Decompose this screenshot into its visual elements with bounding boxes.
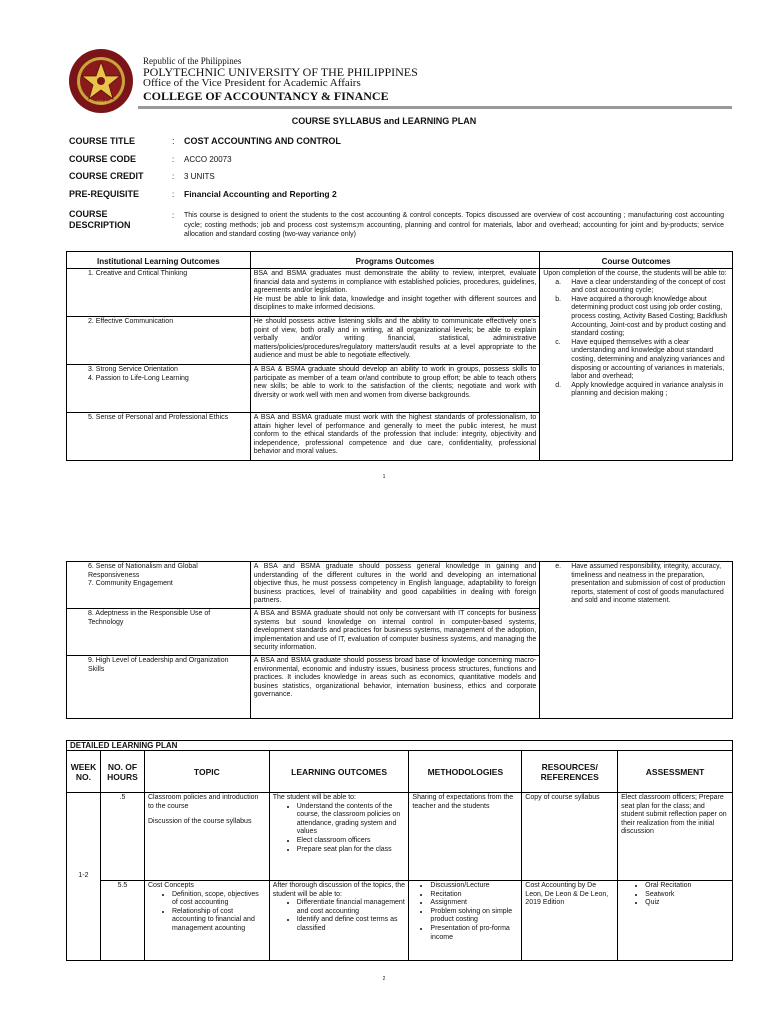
page-number-2: 2	[382, 976, 386, 982]
methodologies-cell	[409, 881, 522, 961]
detailed-learning-plan-table	[66, 740, 733, 961]
ilo-num: 9.	[88, 657, 94, 664]
ilo-num: 8.	[88, 610, 94, 617]
ilo-text: Adeptness in the Responsible Use of Technology	[88, 610, 211, 626]
course-title-label: COURSE TITLE	[69, 136, 136, 146]
ilo-num: 4.	[88, 374, 94, 382]
course-outcome-item	[555, 279, 729, 296]
topic-cell	[144, 881, 269, 961]
prerequisite-sep: :	[172, 190, 175, 199]
header-hours: NO. OF HOURS	[100, 751, 144, 793]
topic-item: • Definition, scope, objectives of cost accounting	[172, 891, 266, 908]
header-learning-outcomes: LEARNING OUTCOMES	[269, 751, 409, 793]
course-description-label	[69, 209, 131, 231]
course-description-label-line-1: COURSE	[69, 209, 108, 219]
assessment-cell: Elect classroom officers; Prepare seat plan for the class; and student submit reflection paper on their realization from the initial discussion	[618, 793, 733, 881]
header-week: WEEK NO.	[67, 751, 101, 793]
ilo-text: Effective Communication	[95, 318, 174, 325]
hours-cell: 5.5	[100, 881, 144, 961]
course-description-sep: :	[172, 211, 175, 220]
outcomes-table-page-2	[66, 561, 733, 719]
ilo-cell	[67, 365, 251, 413]
topic-line: Classroom policies and introduction to the course	[147, 794, 259, 810]
ilo-cell	[67, 269, 251, 317]
outcome-text: Have acquired a thorough knowledge about determining product cost using job order costing, process costing, Activity Based Costing; Backflush Accounting, Joint-cost and by product costing and standard costing;	[571, 295, 728, 338]
course-code-value: ACCO 20073	[184, 155, 232, 164]
outcome-letter: a.	[555, 278, 562, 286]
course-outcome-item	[555, 382, 729, 399]
ilo-text: Sense of Personal and Professional Ethics	[95, 414, 229, 421]
course-code-sep: :	[172, 155, 175, 164]
lo-item: • Prepare seat plan for the class	[297, 846, 406, 855]
header-institutional-outcomes: Institutional Learning Outcomes	[67, 252, 251, 269]
lo-intro: After thorough discussion of the topics, the student will be able to:	[272, 882, 406, 898]
assessment-item: • Quiz	[645, 899, 729, 908]
assessment-cell	[618, 881, 733, 961]
course-credit-sep: :	[172, 172, 175, 181]
course-description-text: This course is designed to orient the students to the cost accounting & control concepts. Topics discussed are overview of cost accounting ; manufacturing cost accounting cycle; costing methods; job and process cost systems;m accounting, planning and control for materials, labor and overhead; accounting for joint and by-products; service allocation and standard costing (two-way variance only)	[184, 212, 724, 238]
ilo-item	[88, 610, 247, 627]
ilo-num: 7.	[88, 580, 94, 588]
assessment-item: • Seatwork	[645, 891, 729, 900]
program-outcome-cell: A BSA and BSMA graduate should not only be conversant with IT concepts for business systems but sound knowledge on internal control in computer-based systems, development standards and practices for business systems, management of the adoption, implementation and use of IT, evaluation of computer business systems, and managing the security information.	[250, 609, 539, 656]
header-methodologies: METHODOLOGIES	[409, 751, 522, 793]
week-number: 1-2	[78, 872, 89, 880]
ilo-text: Strong Service Orientation	[95, 366, 178, 373]
outcome-letter: c.	[555, 338, 561, 346]
resources-cell: Cost Accounting by De Leon, De Leon & De Leon, 2019 Edition	[522, 881, 618, 961]
outcome-text: Apply knowledge acquired in variance analysis in planning and decision making ;	[571, 381, 724, 398]
header-course-outcomes: Course Outcomes	[540, 252, 733, 269]
method-item: • Problem solving on simple product costing	[430, 908, 518, 925]
course-outcomes-cell	[540, 269, 733, 461]
methodologies-cell: Sharing of expectations from the teacher and the students	[409, 793, 522, 881]
page-number-1: 1	[382, 474, 386, 480]
program-outcome-cell: A BSA and BSMA graduate should possess general knowledge in gaining and understanding of the different cultures in the world and developing an international objective thus, he must possess competency in English language, adaptability to foreign business practices, level of trainability and good capabilities in dealing with foreign partners.	[250, 562, 539, 609]
course-outcomes-cell	[540, 562, 733, 719]
course-credit-label: COURSE CREDIT	[69, 171, 144, 181]
ilo-num: 3.	[88, 366, 94, 373]
program-outcome-cell: BSA and BSMA graduates must demonstrate the ability to review, interpret, evaluate financial data and systems in compliance with established policies, procedures, guidelines, agreements and/or legislation. He must be able to link data, knowledge and insight together with different sources and disciplines to make informed decisions.	[250, 269, 540, 317]
course-outcome-item	[555, 563, 729, 606]
outcome-text: Have assumed responsibility, integrity, accuracy, timeliness and neatness in the preparation, presentation and submission of cost of production reports, statement of cost of goods manufactured and sold and income statement.	[571, 563, 726, 605]
document-title: COURSE SYLLABUS and LEARNING PLAN	[291, 116, 477, 126]
ilo-num: 1.	[88, 270, 94, 277]
method-item: • Recitation	[430, 891, 518, 900]
ilo-item	[88, 580, 247, 589]
method-item: • Presentation of pro-forma income	[430, 925, 518, 942]
method-item: • Discussion/Lecture	[430, 882, 518, 891]
ilo-item	[88, 414, 247, 423]
university-name: POLYTECHNIC UNIVERSITY OF THE PHILIPPINES	[143, 65, 418, 79]
ilo-text: Sense of Nationalism and Global Responsiveness	[88, 563, 198, 579]
learning-outcomes-cell	[269, 881, 409, 961]
outcome-letter: d.	[555, 381, 562, 389]
header-resources: RESOURCES/ REFERENCES	[522, 751, 618, 793]
ilo-cell	[67, 317, 251, 365]
ilo-item	[88, 318, 247, 327]
outcomes-table-page-1	[66, 251, 733, 461]
course-title-value: COST ACCOUNTING AND CONTROL	[184, 136, 341, 146]
method-item: • Assignment	[430, 899, 518, 908]
topic-line: Cost Concepts	[147, 882, 194, 889]
ilo-cell	[67, 562, 251, 609]
outcome-letter: b.	[555, 295, 562, 303]
seal-year: 1904	[96, 101, 106, 106]
ilo-text: Community Engagement	[95, 580, 173, 588]
course-outcome-item	[555, 296, 729, 339]
ilo-cell	[67, 609, 251, 656]
header-program-outcomes: Programs Outcomes	[250, 252, 540, 269]
ilo-num: 2.	[88, 318, 94, 325]
outcome-text: Have a clear understanding of the concept of cost and cost accounting cycle;	[571, 278, 726, 295]
header-topic: TOPIC	[144, 751, 269, 793]
outcome-text: Have equiped themselves with a clear understanding and knowledge about standard costing, determining and analyzing variances and disposing or accounting of variances in materials, labor and overhead;	[571, 338, 725, 381]
ilo-item	[88, 375, 247, 384]
course-outcome-item	[555, 339, 729, 382]
assessment-item: • Oral Recitation	[645, 882, 729, 891]
course-description-label-line-2: DESCRIPTION	[69, 220, 131, 230]
program-outcome-cell: A BSA and BSMA graduate should possess broad base of knowledge concerning macro-environmental, economic and industry issues, business process structures, functions and practices. It includes knowledge in areas such as economics, quantitative models and busines statistics, organizational behavior, internation business, ethics and corporate governance.	[250, 656, 539, 719]
ilo-cell	[67, 656, 251, 719]
lo-intro: The student will be able to:	[272, 794, 356, 801]
ilo-cell	[67, 413, 251, 461]
course-title-sep: :	[172, 136, 175, 146]
lo-item: • Identify and define cost terms as classified	[297, 916, 406, 933]
topic-item: • Relationship of cost accounting to financial and management acounting	[172, 908, 266, 934]
header-rule	[138, 106, 732, 109]
resources-cell: Copy of course syllabus	[522, 793, 618, 881]
ilo-num: 5.	[88, 414, 94, 421]
outcome-letter: e.	[555, 563, 562, 570]
dlp-title: DETAILED LEARNING PLAN	[67, 741, 733, 751]
learning-outcomes-cell	[269, 793, 409, 881]
ilo-item	[88, 366, 247, 375]
course-outcomes-intro: Upon completion of the course, the students will be able to:	[543, 270, 727, 277]
prerequisite-label: PRE-REQUISITE	[69, 189, 140, 199]
college-name: COLLEGE OF ACCOUNTANCY & FINANCE	[143, 89, 389, 103]
topic-cell	[144, 793, 269, 881]
office-name: Office of the Vice President for Academic Affairs	[143, 77, 361, 89]
ilo-item	[88, 657, 247, 674]
republic-line: Republic of the Philippines	[143, 56, 242, 66]
course-code-label: COURSE CODE	[69, 154, 137, 164]
ilo-text: Passion to Life-Long Learning	[95, 374, 189, 382]
lo-item: • Elect classroom officers	[297, 837, 406, 846]
topic-line: Discussion of the course syllabus	[147, 818, 252, 826]
program-outcome-cell: He should possess active listening skills and the ability to communicate effectively one's point of view, both orally and in writing, at all organizational levels; be able to explain verbally and/or writing financial, statistical, administrative matters/policies/procedures/regulatory matters/audit results at a level appropriate to the audience and must be able to negotiate effectively.	[250, 317, 540, 365]
ilo-item	[88, 270, 247, 279]
ilo-item	[88, 563, 247, 580]
prerequisite-value: Financial Accounting and Reporting 2	[184, 189, 337, 199]
course-credit-value: 3 UNITS	[184, 172, 215, 181]
ilo-text: Creative and Critical Thinking	[95, 270, 188, 277]
header-assessment: ASSESSMENT	[618, 751, 733, 793]
week-cell	[67, 793, 101, 961]
ilo-text: High Level of Leadership and Organization Skills	[88, 657, 229, 673]
lo-item: • Understand the contents of the course, the classroom policies on attendance, grading system and values	[297, 803, 406, 837]
ilo-num: 6.	[88, 563, 94, 570]
program-outcome-cell: A BSA & BSMA graduate should develop an ability to work in groups, possess skills to participate as member of a team or/and contribute to group effort; be able to teach others new skills; be able to work to the satisfaction of the clients; negotiate and work with diversity or work well with men and women from diverse backgrounds.	[250, 365, 540, 413]
lo-item: • Differentiate financial management and cost accounting	[297, 899, 406, 916]
program-outcome-cell: A BSA and BSMA graduate must work with the highest standards of professionalism, to attain higher level of performance and generally to meet the public interest, he must conform to the ethical standards of the profession that include: integrity, objectivity and independence, professional competence and due care, confidentiality, professional behavior and moral values.	[250, 413, 540, 461]
hours-cell: .5	[100, 793, 144, 881]
